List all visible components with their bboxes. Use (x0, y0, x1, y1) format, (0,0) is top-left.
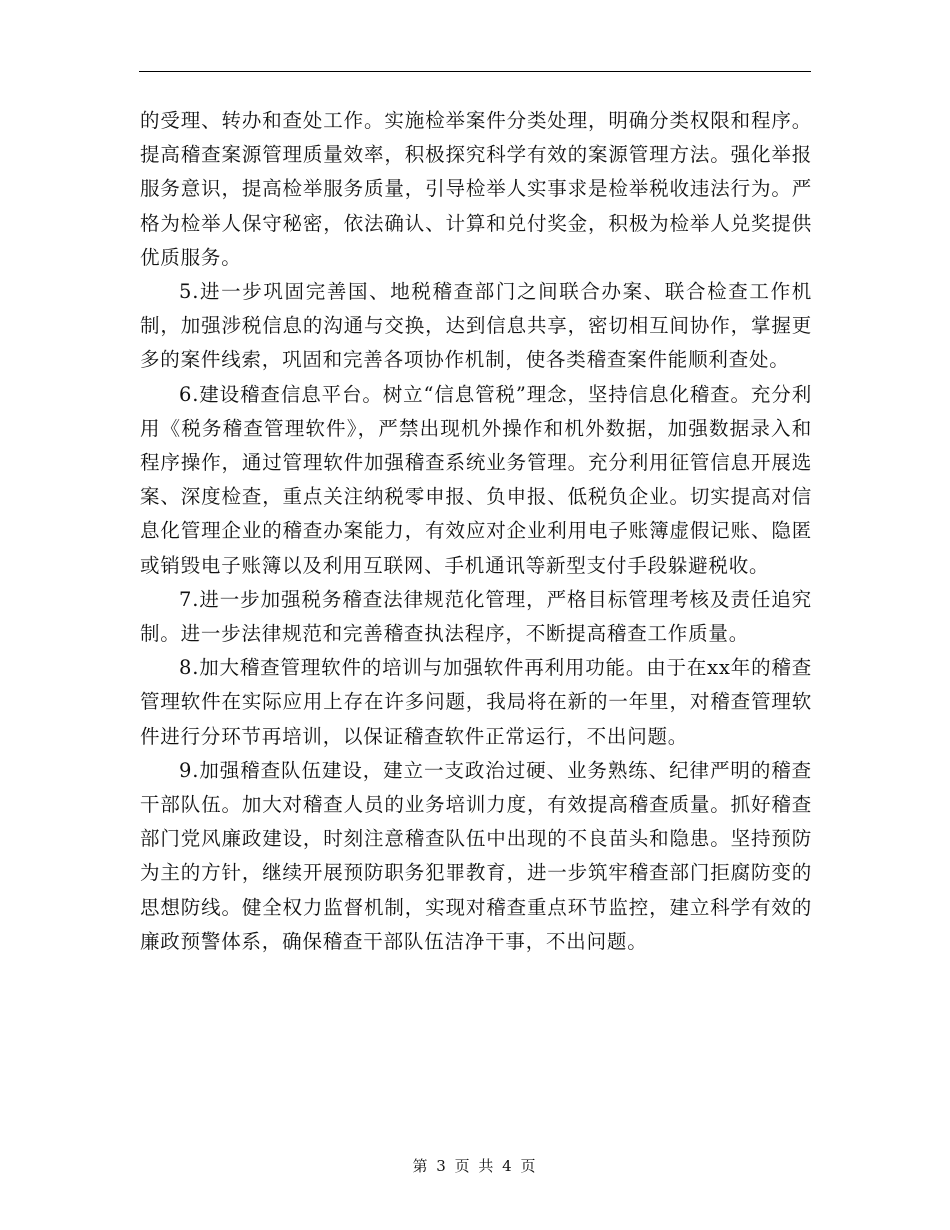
page-number-footer: 第 3 页 共 4 页 (412, 1157, 538, 1175)
paragraph-item-8: 8.加大稽查管理软件的培训与加强软件再利用功能。由于在xx年的稽查管理软件在实际应用上存在许多问题，我局将在新的一年里，对稽查管理软件进行分环节再培训，以保证稽查软件正常运行，不出问题。 (140, 656, 812, 748)
header-rule (139, 71, 811, 72)
paragraph-item-9: 9.加强稽查队伍建设，建立一支政治过硬、业务熟练、纪律严明的稽查干部队伍。加大对稽查人员的业务培训力度，有效提高稽查质量。抓好稽查部门党风廉政建设，时刻注意稽查队伍中出现的不良苗头和隐患。坚持预防为主的方针，继续开展预防职务犯罪教育，进一步筑牢稽查部门拒腐防变的思想防线。健全权力监督机制，实现对稽查重点环节监控，建立科学有效的廉政预警体系，确保稽查干部队伍洁净干事，不出问题。 (140, 758, 812, 953)
paragraph-item-5: 5.进一步巩固完善国、地税稽查部门之间联合办案、联合检查工作机制，加强涉税信息的沟通与交换，达到信息共享，密切相互间协作，掌握更多的案件线索，巩固和完善各项协作机制，使各类稽查案件能顺利查处。 (140, 280, 812, 372)
paragraph-item-6: 6.建设稽查信息平台。树立“信息管税”理念，坚持信息化稽查。充分利用《税务稽查管理软件》，严禁出现机外操作和机外数据，加强数据录入和程序操作，通过管理软件加强稽查系统业务管理。充分利用征管信息开展选案、深度检查，重点关注纳税零申报、负申报、低税负企业。切实提高对信息化管理企业的稽查办案能力，有效应对企业利用电子账簿虚假记账、隐匿或销毁电子账簿以及利用互联网、手机通讯等新型支付手段躲避税收。 (140, 382, 812, 577)
document-body (140, 104, 812, 959)
paragraph-item-7: 7.进一步加强税务稽查法律规范化管理，严格目标管理考核及责任追究制。进一步法律规范和完善稽查执法程序，不断提高稽查工作质量。 (140, 587, 812, 646)
paragraph-continuation: 的受理、转办和查处工作。实施检举案件分类处理，明确分类权限和程序。提高稽查案源管理质量效率，积极探究科学有效的案源管理方法。强化举报服务意识，提高检举服务质量，引导检举人实事求是检举税收违法行为。严格为检举人保守秘密，依法确认、计算和兑付奖金，积极为检举人兑奖提供优质服务。 (140, 109, 812, 269)
